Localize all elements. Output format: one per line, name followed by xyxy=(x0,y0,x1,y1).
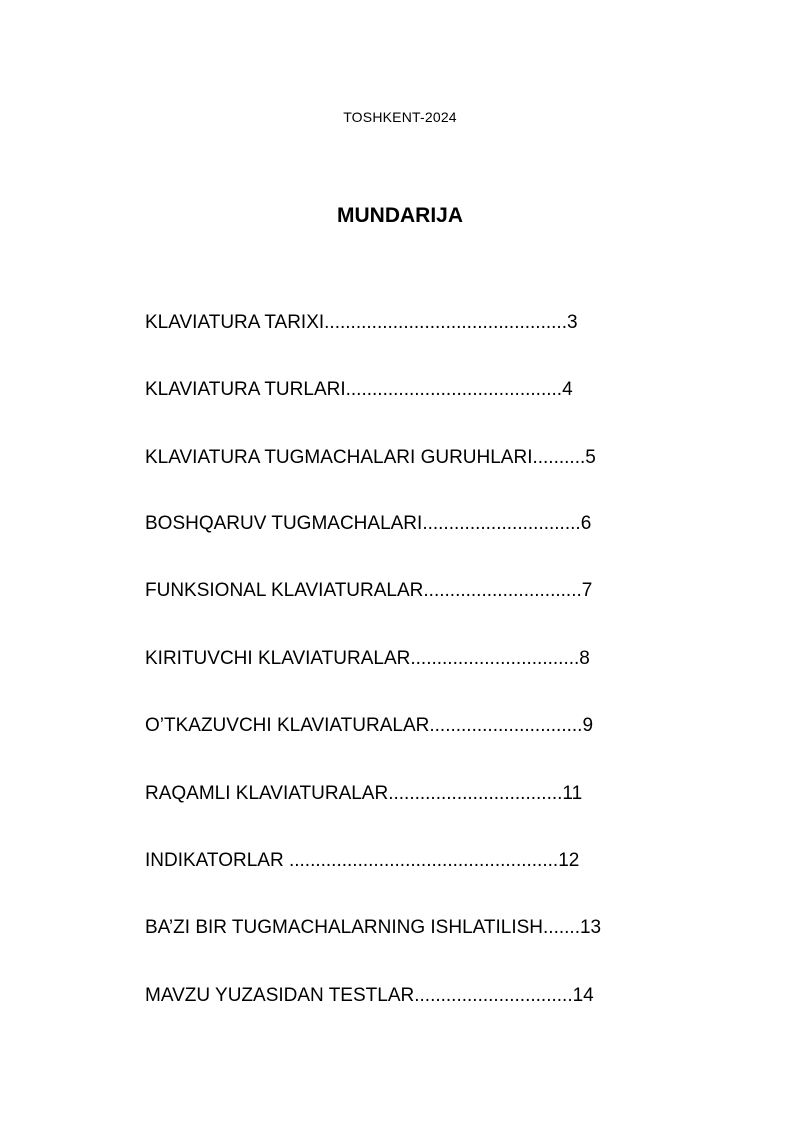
toc-entry-title: BA’ZI BIR TUGMACHALARNING ISHLATILISH xyxy=(145,917,544,938)
toc-entry-title: MAVZU YUZASIDAN TESTLAR xyxy=(145,985,415,1006)
toc-entry-page: 7 xyxy=(581,580,593,601)
toc-entry-leader: .......... xyxy=(532,447,586,468)
toc-entry-page: 5 xyxy=(585,447,596,468)
toc-entry-title: KLAVIATURA TARIXI xyxy=(145,312,325,333)
toc-entry-leader: ................................ xyxy=(410,648,580,669)
toc-entry-leader: .............................................. xyxy=(324,312,567,333)
toc-entry-page: 14 xyxy=(572,985,594,1006)
toc-entry-leader: ................................................... xyxy=(288,850,559,871)
toc-entry xyxy=(145,782,582,806)
toc-entry-page: 3 xyxy=(566,312,578,333)
toc-entry-title: KLAVIATURA TURLARI xyxy=(145,379,346,400)
toc-heading: MUNDARIJA xyxy=(337,204,463,227)
toc-entry xyxy=(145,311,578,335)
toc-entry-leader: .............................. xyxy=(414,985,573,1006)
toc-entry-page: 8 xyxy=(579,648,590,669)
toc-entry-leader: ......................................... xyxy=(345,379,563,400)
toc-entry-page: 9 xyxy=(582,715,594,736)
toc-entry xyxy=(145,916,601,940)
toc-entry-page: 13 xyxy=(579,917,602,938)
toc-entry-page: 11 xyxy=(562,783,583,804)
toc-entry-leader: .............................. xyxy=(422,513,581,534)
toc-entry-title: BOSHQARUV TUGMACHALARI xyxy=(145,513,423,534)
toc-entry xyxy=(145,647,590,671)
toc-entry-title: KIRITUVCHI KLAVIATURALAR xyxy=(145,648,411,669)
toc-entry xyxy=(145,446,596,470)
toc-entry-title: INDIKATORLAR xyxy=(145,850,289,871)
toc-entry xyxy=(145,984,594,1008)
toc-entry xyxy=(145,849,579,873)
toc-entry xyxy=(145,512,591,536)
toc-entry xyxy=(145,714,593,738)
toc-entry-page: 12 xyxy=(558,850,580,871)
toc-entry-page: 6 xyxy=(580,513,592,534)
toc-entry-leader: ............................. xyxy=(429,715,583,736)
toc-entry-leader: ....... xyxy=(543,917,580,938)
toc-entry-title: O’TKAZUVCHI KLAVIATURALAR xyxy=(145,715,430,736)
toc-entry-leader: ................................. xyxy=(388,783,563,804)
toc-entry xyxy=(145,378,573,402)
toc-entry-title: KLAVIATURA TUGMACHALARI GURUHLARI xyxy=(145,447,533,468)
toc-entry-title: RAQAMLI KLAVIATURALAR xyxy=(145,783,389,804)
city-year-line: TOSHKENT-2024 xyxy=(343,109,457,125)
toc-entry-leader: .............................. xyxy=(423,580,582,601)
toc-entry-page: 4 xyxy=(562,379,573,400)
toc-entry xyxy=(145,579,592,603)
toc-entry-title: FUNKSIONAL KLAVIATURALAR xyxy=(145,580,424,601)
